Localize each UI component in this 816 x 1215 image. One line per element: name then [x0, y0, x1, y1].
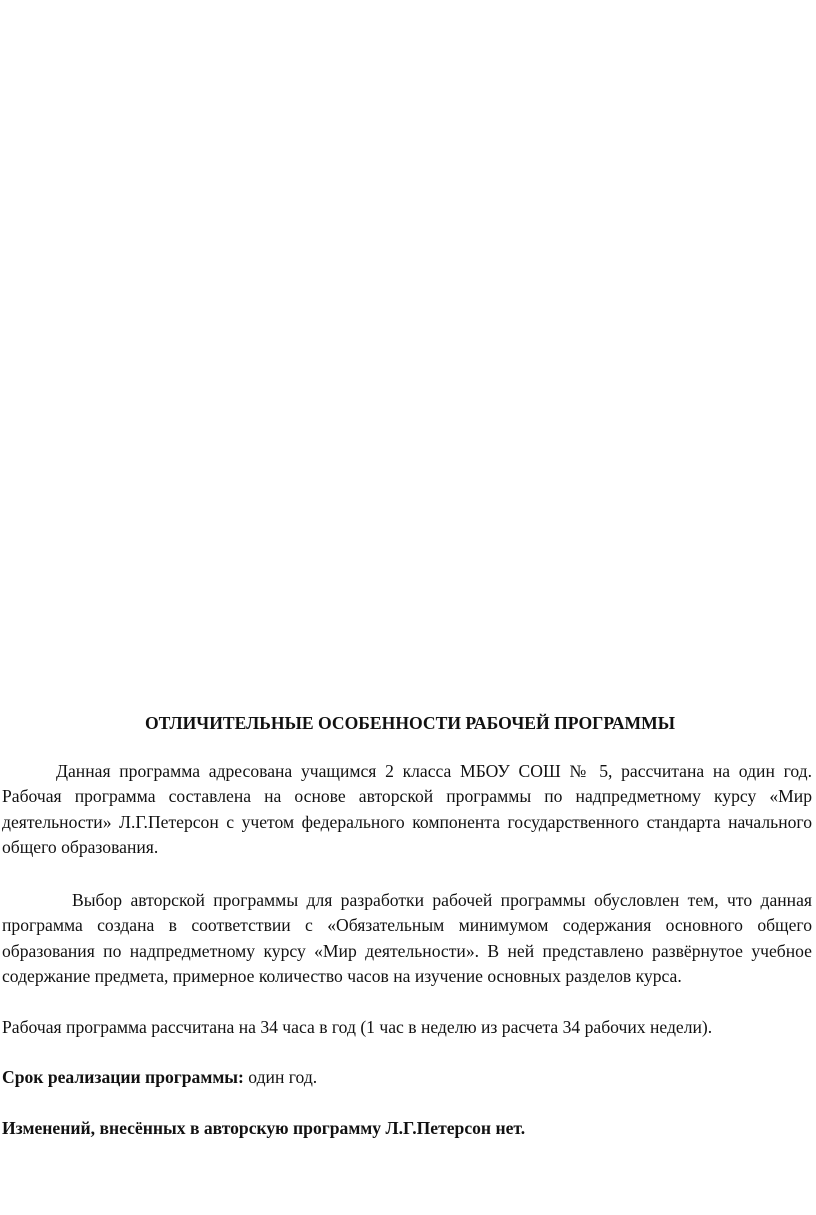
document-title: ОТЛИЧИТЕЛЬНЫЕ ОСОБЕННОСТИ РАБОЧЕЙ ПРОГРАММЫ — [144, 713, 676, 733]
paragraph-term — [2, 1065, 812, 1091]
term-value: один год. — [243, 1067, 318, 1087]
paragraph-program-description: Данная программа адресована учащимся 2 класса МБОУ СОШ № 5, рассчитана на один год. Рабочая программа составлена на основе авторской программы по надпредметному курсу «Мир деятельности» Л.Г.Петерсон с учетом федерального компонента государственного стандарта начального общего образования. — [2, 760, 812, 857]
term-label: Срок реализации программы: — [2, 1067, 244, 1087]
paragraph-spacer — [2, 990, 812, 1015]
paragraph-spacer — [2, 1091, 812, 1116]
document-body — [2, 711, 812, 1141]
paragraph-spacer — [2, 1040, 812, 1065]
paragraph-program-choice: Выбор авторской программы для разработки рабочей программы обусловлен тем, что данная программа создана в соответствии с «Обязательным минимумом содержания основного общего образования по надпредметному курсу «Мир деятельности». В ней представлено развёрнутое учебное содержание предмета, примерное количество часов на изучение основных разделов курса. — [2, 889, 812, 986]
paragraph-spacer — [2, 861, 812, 888]
paragraph-hours: Рабочая программа рассчитана на 34 часа в год (1 час в неделю из расчета 34 рабочих недели). — [2, 1016, 713, 1037]
paragraph-changes-note: Изменений, внесённых в авторскую программу Л.Г.Петерсон нет. — [2, 1117, 526, 1138]
